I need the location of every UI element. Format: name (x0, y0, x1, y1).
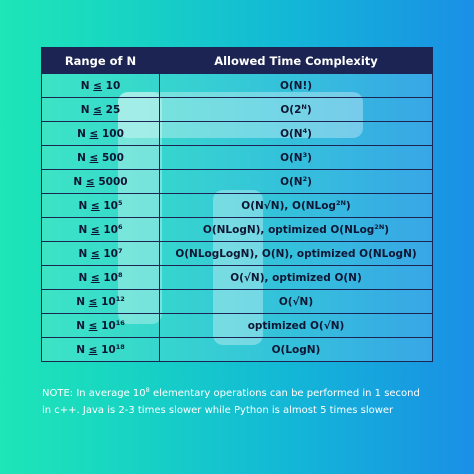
header-range-of-n: Range of N (42, 48, 160, 74)
complexity-table (41, 47, 433, 362)
range-cell: N ≤ 100 (42, 122, 160, 146)
complexity-cell: $O(N^2)$ (160, 170, 433, 194)
header-allowed-time-complexity: Allowed Time Complexity (160, 48, 433, 74)
table-row (42, 314, 433, 338)
range-cell: $N \le 10^{12}$ (42, 290, 160, 314)
range-cell: $N \le 10^{18}$ (42, 338, 160, 362)
complexity-cell: O(√N) (160, 290, 433, 314)
complexity-cell: O(N√N), O(NLog$^{2N}$) (160, 194, 433, 218)
table-row (42, 338, 433, 362)
table-row (42, 218, 433, 242)
table-row (42, 74, 433, 98)
range-cell: N ≤ 10 (42, 74, 160, 98)
complexity-cell: optimized O(√N) (160, 314, 433, 338)
table-header-row (42, 48, 433, 74)
complexity-cell: $O(N^4)$ (160, 122, 433, 146)
complexity-cell: O(√N), optimized O(N) (160, 266, 433, 290)
complexity-cell: O(NLogN), optimized O(NLog$^{2N}$) (160, 218, 433, 242)
table-row (42, 98, 433, 122)
complexity-cell: O(NLogLogN), O(N), optimized O(NLogN) (160, 242, 433, 266)
note-text (42, 385, 462, 419)
table-row (42, 194, 433, 218)
range-cell: $N \le 10^8$ (42, 266, 160, 290)
complexity-cell: O(LogN) (160, 338, 433, 362)
complexity-cell: O(N!) (160, 74, 433, 98)
complexity-cell: $O(N^3)$ (160, 146, 433, 170)
table-row (42, 122, 433, 146)
table-row (42, 170, 433, 194)
range-cell: $N \le 10^6$ (42, 218, 160, 242)
range-cell: $N \le 10^{16}$ (42, 314, 160, 338)
table-row (42, 290, 433, 314)
table-row (42, 242, 433, 266)
range-cell: N ≤ 5000 (42, 170, 160, 194)
table-row (42, 146, 433, 170)
range-cell: N ≤ 500 (42, 146, 160, 170)
range-cell: $N \le 10^7$ (42, 242, 160, 266)
complexity-cell: $O(2^N)$ (160, 98, 433, 122)
range-cell: N ≤ 25 (42, 98, 160, 122)
note-line-1: NOTE: In average $10^8$ elementary operations can be performed in 1 second (42, 386, 420, 399)
table-row (42, 266, 433, 290)
note-line-2: in c++. Java is 2-3 times slower while Python is almost 5 times slower (42, 405, 394, 416)
range-cell: $N \le 10^5$ (42, 194, 160, 218)
